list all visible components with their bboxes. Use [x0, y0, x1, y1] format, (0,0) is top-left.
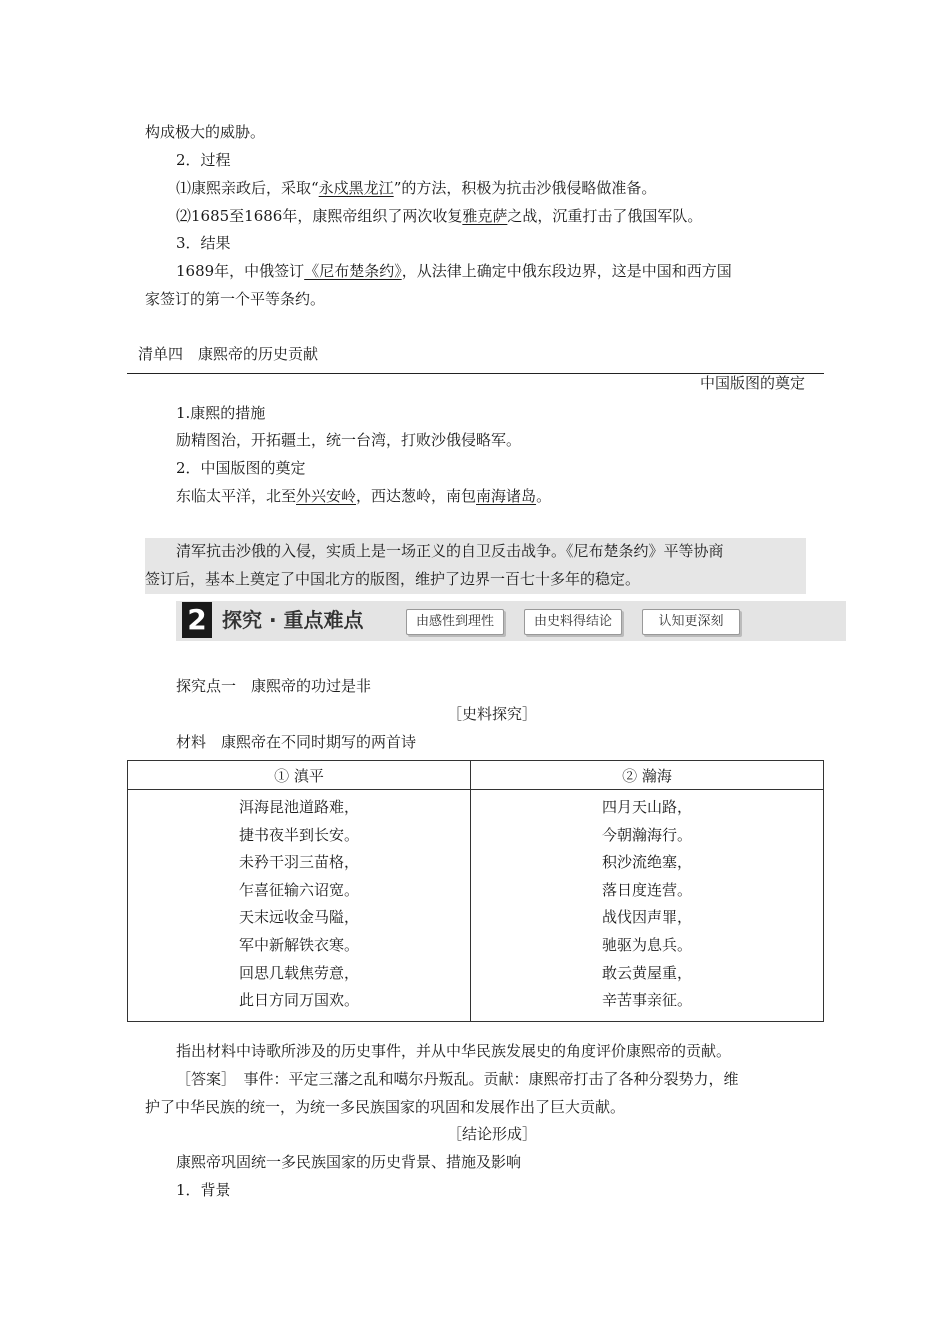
text: ⑴康熙亲政后，采取“: [176, 179, 319, 197]
poem-title: ② 瀚海: [471, 761, 824, 790]
text: 东临太平洋，北至: [176, 487, 297, 505]
poem-line: 乍喜征输六诏宽。: [238, 880, 359, 899]
text: ”的方法，积极为抗击沙俄侵略做准备。: [393, 179, 657, 197]
poem-line: 积沙流绝塞，: [601, 853, 692, 872]
poem-line: 捷书夜半到长安。: [238, 825, 359, 844]
paragraph: [176, 486, 551, 506]
section-heading: 清单四 康熙帝的历史贡献: [138, 345, 319, 363]
paragraph: [176, 178, 656, 198]
subheading: 2．中国版图的奠定: [176, 459, 306, 477]
question: 指出材料中诗歌所涉及的历史事件，并从中华民族发展史的角度评价康熙帝的贡献。: [176, 1042, 732, 1060]
underlined-term: 雅克萨: [462, 207, 508, 225]
answer-line: ［答案］ 事件：平定三藩之乱和噶尔丹叛乱。贡献：康熙帝打击了各种分裂势力，维: [176, 1070, 739, 1088]
poem-title: ① 滇平: [128, 761, 471, 790]
poem-line: 落日度连营。: [601, 880, 692, 899]
poem-line: 军中新解铁衣寒。: [238, 935, 359, 954]
paragraph: [176, 206, 702, 226]
poem-line: 回思几载焦劳意，: [238, 963, 359, 982]
note-line: 签订后，基本上奠定了中国北方的版图，维护了边界一百七十多年的稳定。: [145, 570, 641, 588]
material-caption: 材料 康熙帝在不同时期写的两首诗: [176, 733, 417, 751]
poem-column: [128, 790, 471, 1022]
poem-line: 洱海昆池道路难，: [238, 798, 359, 816]
text-line: 家签订的第一个平等条约。: [145, 290, 326, 308]
note-line: 清军抗击沙俄的入侵，实质上是一场正义的自卫反击战争。《尼布楚条约》平等协商: [176, 542, 724, 560]
text: ，从法律上确定中俄东段边界，这是中国和西方国: [401, 262, 732, 280]
banner-title: 探究 · 重点难点: [222, 608, 364, 632]
poem-line: 此日方同万国欢。: [238, 991, 359, 1010]
text: 之战，沉重打击了俄国军队。: [507, 207, 703, 225]
poem-line: 四月天山路，: [601, 798, 692, 816]
text: ，西达葱岭，南包: [356, 487, 477, 505]
section-banner: [176, 601, 846, 641]
poem-line: 战伐因声罪，: [601, 908, 692, 927]
right-label: 中国版图的奠定: [700, 374, 806, 392]
text-line: 励精图治，开拓疆土，统一台湾，打败沙俄侵略军。: [176, 431, 522, 449]
poem-line: 辛苦事亲征。: [601, 991, 692, 1010]
text: ⑵1685至1686年，康熙帝组织了两次收复: [176, 207, 463, 225]
poem-line: 未矜干羽三苗格，: [238, 853, 359, 872]
poem-line: 今朝瀚海行。: [601, 825, 692, 844]
conclusion-title: 康熙帝巩固统一多民族国家的历史背景、措施及影响: [176, 1153, 522, 1171]
poem-column: [471, 790, 824, 1022]
text: 1689年，中俄签订: [176, 262, 305, 280]
text: 。: [536, 487, 552, 505]
banner-tag: 由感性到理性: [406, 609, 504, 635]
subheading-result: 3．结果: [176, 234, 231, 252]
poem-line: 敢云黄屋重，: [601, 963, 692, 982]
answer-line: 护了中华民族的统一，为统一多民族国家的巩固和发展作出了巨大贡献。: [145, 1098, 626, 1116]
banner-tag: 认知更深刻: [642, 609, 740, 635]
subheading-background: 1．背景: [176, 1181, 231, 1199]
underlined-term: 《尼布楚条约》: [304, 262, 402, 280]
subheading: 1.康熙的措施: [176, 404, 266, 422]
paragraph: [176, 261, 732, 281]
bracket-heading: ［史料探究］: [447, 705, 538, 723]
poem-line: 天末远收金马隘，: [238, 908, 359, 927]
underlined-term: 永戍黑龙江: [318, 179, 394, 197]
banner-tag: 由史料得结论: [524, 609, 622, 635]
text-line: 构成极大的威胁。: [145, 123, 266, 141]
section-number: 2: [182, 602, 212, 638]
underlined-term: 外兴安岭: [296, 487, 357, 505]
bracket-heading: ［结论形成］: [447, 1125, 538, 1143]
underlined-term: 南海诸岛: [476, 487, 537, 505]
poem-line: 驰驱为息兵。: [601, 935, 692, 954]
subheading-process: 2．过程: [176, 151, 231, 169]
poem-table: [127, 760, 824, 1022]
point-title: 探究点一 康熙帝的功过是非: [176, 677, 372, 695]
